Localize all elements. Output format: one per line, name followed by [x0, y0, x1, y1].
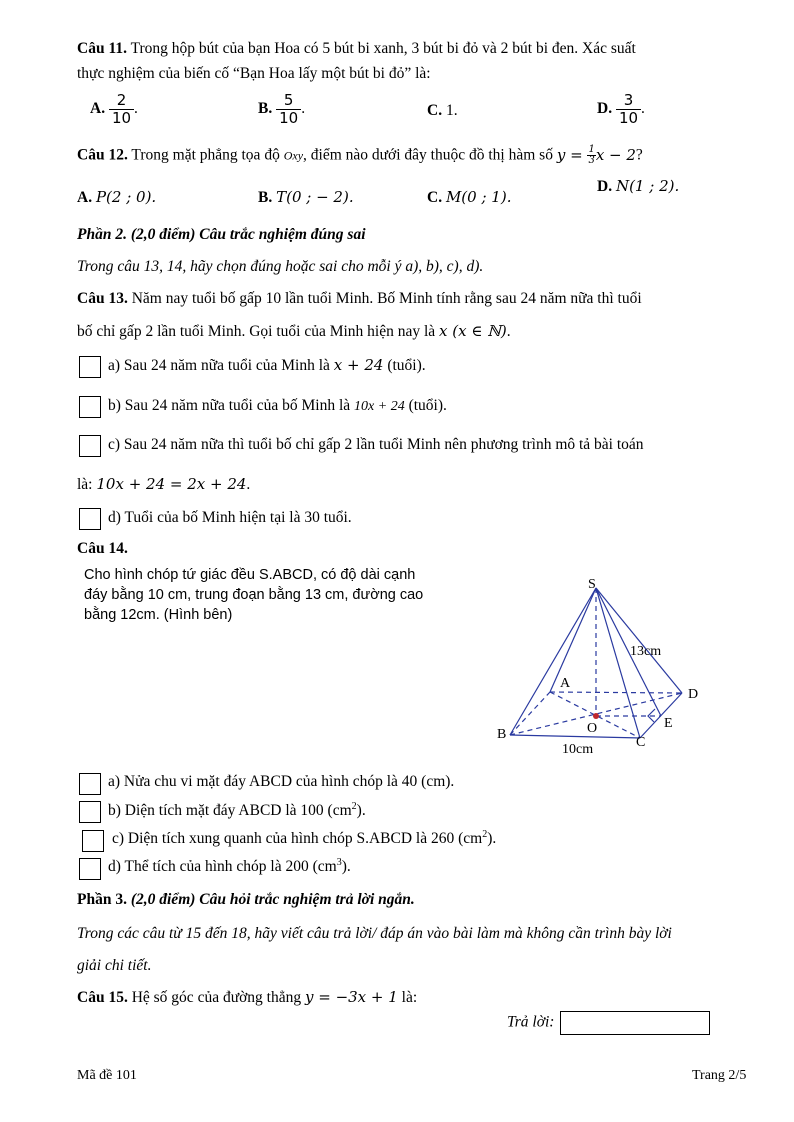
- q13-d-checkbox[interactable]: [79, 508, 101, 530]
- q14-b-checkbox[interactable]: [79, 801, 101, 823]
- q11-line1: [77, 40, 636, 58]
- part3-instruction-line1: Trong các câu từ 15 đến 18, hãy viết câu trả lời/ đáp án vào bài làm mà không cần trình bày lời: [77, 925, 672, 942]
- label-s: S: [588, 577, 596, 592]
- q13-line2: bố chỉ gấp 2 lần tuổi Minh. Gọi tuổi của Minh hiện nay là x (x ∈ ℕ).: [77, 322, 511, 340]
- q12-line: Câu 12. Trong mặt phẳng tọa độ Oxy, điểm nào dưới đây thuộc đồ thị hàm số y = $\frac{1}{3}x - 2$?: [77, 144, 643, 166]
- label-base-10cm: 10cm: [562, 742, 594, 757]
- q11-label: Câu 11.: [77, 40, 127, 57]
- label-slant-13cm: 13cm: [630, 644, 662, 659]
- label-c: C: [636, 735, 646, 750]
- label-o: O: [587, 721, 598, 736]
- q14-description: Cho hình chóp tứ giác đều S.ABCD, có độ dài cạnh đáy bằng 10 cm, trung đoạn bằng 13 cm, đường cao bằng 12cm. (Hình bên): [84, 567, 424, 623]
- q12-option-a: A. P(2 ; 0).: [77, 188, 157, 206]
- q13-c-text: c) Sau 24 năm nữa thì tuổi bố chỉ gấp 2 lần tuổi Minh nên phương trình mô tả bài toán: [108, 436, 644, 453]
- q12-label: Câu 12.: [77, 146, 128, 164]
- q15-label: Câu 15.: [77, 989, 128, 1006]
- q13-a-text: a) Sau 24 năm nữa tuổi của Minh là x + 24 (tuổi).: [108, 356, 426, 374]
- q11-option-d: D. $\frac{3}{10}$ .: [597, 91, 645, 127]
- q11-option-b-fraction: $\frac{5}{10}$: [276, 92, 301, 127]
- q12-oxy: Oxy: [283, 148, 304, 163]
- q12-option-c: C. M(0 ; 1).: [427, 188, 512, 206]
- q14-a-checkbox[interactable]: [79, 773, 101, 795]
- edge-sa: [550, 588, 596, 692]
- label-d: D: [688, 687, 699, 702]
- q15-line: Câu 15. Hệ số góc của đường thẳng y = −3x + 1 là:: [77, 988, 418, 1006]
- q13-label: Câu 13.: [77, 290, 128, 307]
- q15-answer-label: Trả lời:: [507, 1013, 555, 1031]
- q12-option-d: D. N(1 ; 2).: [597, 177, 680, 195]
- q14-a-text: a) Nửa chu vi mặt đáy ABCD của hình chóp là 40 (cm).: [108, 773, 455, 790]
- q13-b-text: b) Sau 24 năm nữa tuổi của bố Minh là 10x + 24 (tuổi).: [108, 397, 447, 414]
- q11-option-b: B. $\frac{5}{10}$ .: [258, 91, 306, 127]
- footer-exam-code: Mã đề 101: [77, 1068, 137, 1083]
- q12-option-b: B. T(0 ; − 2).: [258, 188, 354, 206]
- part3-title: Phần 3. (2,0 điểm) Câu hỏi trắc nghiệm trả lời ngắn.: [77, 891, 415, 908]
- part3-instruction-line2: giải chi tiết.: [77, 957, 152, 974]
- q15-answer-box[interactable]: [560, 1011, 710, 1035]
- q13-line1: Câu 13. Năm nay tuổi bố gấp 10 lần tuổi Minh. Bố Minh tính rằng sau 24 năm nữa thì tuổi: [77, 290, 642, 307]
- q15-answer-row: [507, 1011, 710, 1035]
- q14-d-checkbox[interactable]: [79, 858, 101, 880]
- edge-ba: [510, 692, 550, 735]
- q13-c-line2: là: 10x + 24 = 2x + 24.: [77, 475, 251, 493]
- edge-ad: [550, 692, 682, 693]
- q11-option-a-fraction: $\frac{2}{10}$: [109, 92, 134, 127]
- q11-option-a: A. $\frac{2}{10}$ .: [90, 91, 138, 127]
- footer-page-number: Trang 2/5: [692, 1068, 747, 1083]
- edge-sb: [510, 588, 596, 735]
- point-o: [593, 713, 599, 719]
- q14-d-text: d) Thể tích của hình chóp là 200 $(cm^3)$.: [108, 857, 351, 876]
- q11-text-line1: Trong hộp bút của bạn Hoa có 5 bút bi xanh, 3 bút bi đỏ và 2 bút bi đen. Xác suất: [126, 40, 636, 57]
- edge-bc: [510, 735, 640, 738]
- q13-d-text: d) Tuổi của bố Minh hiện tại là 30 tuổi.: [108, 509, 352, 526]
- q12-function: y = $\frac{1}{3}x - 2$: [556, 144, 636, 166]
- q11-option-d-fraction: $\frac{3}{10}$: [616, 92, 641, 127]
- q14-c-checkbox[interactable]: [82, 830, 104, 852]
- label-e: E: [664, 716, 673, 731]
- q13-c-checkbox[interactable]: [79, 435, 101, 457]
- pyramid-figure: [490, 570, 710, 760]
- edge-sd: [596, 588, 682, 693]
- label-a: A: [560, 676, 571, 691]
- label-b: B: [497, 727, 507, 742]
- q11-text-line2: thực nghiệm của biến cố “Bạn Hoa lấy một bút bi đỏ” là:: [77, 65, 431, 82]
- part2-title: Phần 2. (2,0 điểm) Câu trắc nghiệm đúng sai: [77, 226, 366, 243]
- q11-option-c: C. 1.: [427, 102, 458, 119]
- q14-c-text: c) Diện tích xung quanh của hình chóp S.ABCD là 260 $(cm^2)$.: [112, 829, 497, 848]
- q13-a-checkbox[interactable]: [79, 356, 101, 378]
- q13-b-checkbox[interactable]: [79, 396, 101, 418]
- part2-instruction: Trong câu 13, 14, hãy chọn đúng hoặc sai cho mỗi ý a), b), c), d).: [77, 258, 484, 275]
- q14-b-text: b) Diện tích mặt đáy ABCD là 100 $(cm^2)$.: [108, 801, 366, 820]
- q14-label: Câu 14.: [77, 540, 128, 557]
